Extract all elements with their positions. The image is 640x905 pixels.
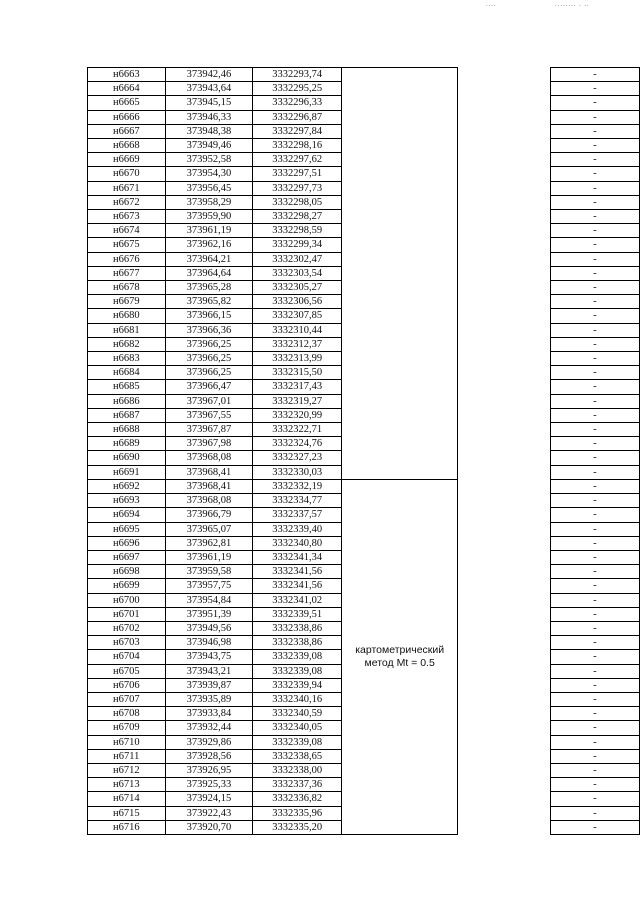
y-coordinate-cell: 3332305,27 [253,281,342,295]
blank-column [458,252,550,266]
x-coordinate-cell: 373964,21 [165,252,253,266]
y-coordinate-cell: 3332341,02 [253,593,342,607]
point-cell: н6669 [88,153,166,167]
x-coordinate-cell: 373954,30 [165,167,253,181]
y-coordinate-cell: 3332297,51 [253,167,342,181]
coordinates-table-body [88,68,640,835]
blank-column [458,323,550,337]
y-coordinate-cell: 3332330,03 [253,465,342,479]
accuracy-cell: - [550,508,639,522]
blank-column [458,636,550,650]
blank-column [458,650,550,664]
accuracy-cell: - [550,352,639,366]
y-coordinate-cell: 3332322,71 [253,423,342,437]
blank-column [458,238,550,252]
accuracy-cell: - [550,707,639,721]
blank-column [458,792,550,806]
y-coordinate-cell: 3332299,34 [253,238,342,252]
x-coordinate-cell: 373949,46 [165,139,253,153]
y-coordinate-cell: 3332335,20 [253,820,342,834]
y-coordinate-cell: 3332338,86 [253,636,342,650]
x-coordinate-cell: 373961,19 [165,550,253,564]
point-cell: н6693 [88,494,166,508]
accuracy-cell: - [550,494,639,508]
blank-column [458,210,550,224]
accuracy-cell: - [550,806,639,820]
accuracy-cell: - [550,238,639,252]
blank-column [458,266,550,280]
y-coordinate-cell: 3332340,59 [253,707,342,721]
x-coordinate-cell: 373935,89 [165,692,253,706]
accuracy-cell: - [550,678,639,692]
accuracy-cell: - [550,522,639,536]
point-cell: н6701 [88,607,166,621]
x-coordinate-cell: 373968,41 [165,465,253,479]
point-cell: н6702 [88,621,166,635]
x-coordinate-cell: 373967,87 [165,423,253,437]
y-coordinate-cell: 3332339,40 [253,522,342,536]
y-coordinate-cell: 3332319,27 [253,394,342,408]
blank-column [458,423,550,437]
point-cell: н6706 [88,678,166,692]
accuracy-cell: - [550,593,639,607]
point-cell: н6679 [88,295,166,309]
x-coordinate-cell: 373943,21 [165,664,253,678]
point-cell: н6692 [88,479,166,493]
blank-column [458,408,550,422]
accuracy-cell: - [550,153,639,167]
x-coordinate-cell: 373957,75 [165,579,253,593]
point-cell: н6713 [88,778,166,792]
accuracy-cell: - [550,778,639,792]
x-coordinate-cell: 373968,41 [165,479,253,493]
accuracy-cell: - [550,735,639,749]
x-coordinate-cell: 373958,29 [165,195,253,209]
blank-column [458,678,550,692]
x-coordinate-cell: 373943,75 [165,650,253,664]
accuracy-cell: - [550,692,639,706]
point-cell: н6716 [88,820,166,834]
blank-column [458,621,550,635]
x-coordinate-cell: 373966,79 [165,508,253,522]
y-coordinate-cell: 3332338,65 [253,749,342,763]
point-cell: н6705 [88,664,166,678]
x-coordinate-cell: 373948,38 [165,124,253,138]
blank-column [458,664,550,678]
blank-column [458,195,550,209]
blank-column [458,721,550,735]
x-coordinate-cell: 373933,84 [165,707,253,721]
y-coordinate-cell: 3332336,82 [253,792,342,806]
accuracy-cell: - [550,479,639,493]
y-coordinate-cell: 3332338,00 [253,763,342,777]
accuracy-cell: - [550,650,639,664]
y-coordinate-cell: 3332341,34 [253,550,342,564]
blank-column [458,565,550,579]
point-cell: н6708 [88,707,166,721]
x-coordinate-cell: 373939,87 [165,678,253,692]
y-coordinate-cell: 3332303,54 [253,266,342,280]
accuracy-cell: - [550,139,639,153]
accuracy-cell: - [550,210,639,224]
x-coordinate-cell: 373962,16 [165,238,253,252]
y-coordinate-cell: 3332337,57 [253,508,342,522]
x-coordinate-cell: 373961,19 [165,224,253,238]
accuracy-cell: - [550,408,639,422]
x-coordinate-cell: 373946,98 [165,636,253,650]
y-coordinate-cell: 3332293,74 [253,68,342,82]
accuracy-cell: - [550,96,639,110]
x-coordinate-cell: 373965,28 [165,281,253,295]
accuracy-cell: - [550,366,639,380]
accuracy-cell: - [550,68,639,82]
y-coordinate-cell: 3332341,56 [253,579,342,593]
blank-column [458,508,550,522]
blank-column [458,337,550,351]
y-coordinate-cell: 3332310,44 [253,323,342,337]
x-coordinate-cell: 373967,55 [165,408,253,422]
point-cell: н6688 [88,423,166,437]
x-coordinate-cell: 373942,46 [165,68,253,82]
blank-column [458,139,550,153]
x-coordinate-cell: 373959,58 [165,565,253,579]
point-cell: н6703 [88,636,166,650]
blank-column [458,96,550,110]
y-coordinate-cell: 3332339,94 [253,678,342,692]
y-coordinate-cell: 3332295,25 [253,82,342,96]
accuracy-cell: - [550,763,639,777]
accuracy-cell: - [550,337,639,351]
blank-column [458,295,550,309]
blank-column [458,763,550,777]
table-row [88,479,640,493]
point-cell: н6698 [88,565,166,579]
y-coordinate-cell: 3332312,37 [253,337,342,351]
accuracy-cell: - [550,565,639,579]
accuracy-cell: - [550,721,639,735]
y-coordinate-cell: 3332296,87 [253,110,342,124]
accuracy-cell: - [550,281,639,295]
accuracy-cell: - [550,607,639,621]
y-coordinate-cell: 3332339,51 [253,607,342,621]
x-coordinate-cell: 373956,45 [165,181,253,195]
accuracy-cell: - [550,465,639,479]
y-coordinate-cell: 3332298,05 [253,195,342,209]
blank-column [458,352,550,366]
blank-column [458,309,550,323]
x-coordinate-cell: 373964,64 [165,266,253,280]
y-coordinate-cell: 3332338,86 [253,621,342,635]
blank-column [458,380,550,394]
y-coordinate-cell: 3332297,62 [253,153,342,167]
x-coordinate-cell: 373966,47 [165,380,253,394]
point-cell: н6714 [88,792,166,806]
y-coordinate-cell: 3332306,56 [253,295,342,309]
accuracy-cell: - [550,451,639,465]
point-cell: н6677 [88,266,166,280]
point-cell: н6709 [88,721,166,735]
x-coordinate-cell: 373966,36 [165,323,253,337]
y-coordinate-cell: 3332297,84 [253,124,342,138]
blank-column [458,749,550,763]
x-coordinate-cell: 373928,56 [165,749,253,763]
y-coordinate-cell: 3332332,19 [253,479,342,493]
point-cell: н6670 [88,167,166,181]
point-cell: н6684 [88,366,166,380]
point-cell: н6680 [88,309,166,323]
blank-column [458,607,550,621]
accuracy-cell: - [550,579,639,593]
point-cell: н6672 [88,195,166,209]
y-coordinate-cell: 3332339,08 [253,735,342,749]
accuracy-cell: - [550,195,639,209]
point-cell: н6681 [88,323,166,337]
blank-column [458,281,550,295]
blank-column [458,806,550,820]
point-cell: н6666 [88,110,166,124]
accuracy-cell: - [550,309,639,323]
point-cell: н6710 [88,735,166,749]
point-cell: н6676 [88,252,166,266]
blank-column [458,224,550,238]
accuracy-cell: - [550,323,639,337]
accuracy-cell: - [550,550,639,564]
blank-column [458,82,550,96]
accuracy-cell: - [550,636,639,650]
y-coordinate-cell: 3332315,50 [253,366,342,380]
blank-column [458,522,550,536]
blank-column [458,366,550,380]
x-coordinate-cell: 373932,44 [165,721,253,735]
accuracy-cell: - [550,437,639,451]
table-row [88,68,640,82]
blank-column [458,494,550,508]
point-cell: н6711 [88,749,166,763]
y-coordinate-cell: 3332324,76 [253,437,342,451]
x-coordinate-cell: 373949,56 [165,621,253,635]
blank-column [458,735,550,749]
accuracy-cell: - [550,820,639,834]
coordinates-table [87,67,640,835]
blank-column [458,124,550,138]
point-cell: н6673 [88,210,166,224]
y-coordinate-cell: 3332320,99 [253,408,342,422]
y-coordinate-cell: 3332341,56 [253,565,342,579]
point-cell: н6715 [88,806,166,820]
blank-column [458,479,550,493]
y-coordinate-cell: 3332337,36 [253,778,342,792]
point-cell: н6678 [88,281,166,295]
y-coordinate-cell: 3332327,23 [253,451,342,465]
point-cell: н6682 [88,337,166,351]
point-cell: н6712 [88,763,166,777]
x-coordinate-cell: 373922,43 [165,806,253,820]
point-cell: н6695 [88,522,166,536]
y-coordinate-cell: 3332340,80 [253,536,342,550]
accuracy-cell: - [550,423,639,437]
x-coordinate-cell: 373959,90 [165,210,253,224]
point-cell: н6696 [88,536,166,550]
y-coordinate-cell: 3332339,08 [253,664,342,678]
method-cell: картометрический метод Mt = 0.5 [342,479,458,834]
point-cell: н6690 [88,451,166,465]
blank-column [458,451,550,465]
point-cell: н6664 [88,82,166,96]
accuracy-cell: - [550,252,639,266]
y-coordinate-cell: 3332335,96 [253,806,342,820]
x-coordinate-cell: 373951,39 [165,607,253,621]
accuracy-cell: - [550,266,639,280]
y-coordinate-cell: 3332313,99 [253,352,342,366]
x-coordinate-cell: 373929,86 [165,735,253,749]
accuracy-cell: - [550,749,639,763]
blank-column [458,692,550,706]
accuracy-cell: - [550,536,639,550]
accuracy-cell: - [550,380,639,394]
blank-column [458,437,550,451]
point-cell: н6671 [88,181,166,195]
point-cell: н6674 [88,224,166,238]
x-coordinate-cell: 373967,01 [165,394,253,408]
point-cell: н6699 [88,579,166,593]
y-coordinate-cell: 3332307,85 [253,309,342,323]
blank-column [458,394,550,408]
point-cell: н6697 [88,550,166,564]
blank-column [458,579,550,593]
x-coordinate-cell: 373952,58 [165,153,253,167]
blank-column [458,153,550,167]
y-coordinate-cell: 3332296,33 [253,96,342,110]
x-coordinate-cell: 373966,25 [165,337,253,351]
x-coordinate-cell: 373924,15 [165,792,253,806]
y-coordinate-cell: 3332334,77 [253,494,342,508]
y-coordinate-cell: 3332339,08 [253,650,342,664]
blank-column [458,778,550,792]
x-coordinate-cell: 373966,25 [165,366,253,380]
x-coordinate-cell: 373962,81 [165,536,253,550]
point-cell: н6694 [88,508,166,522]
point-cell: н6704 [88,650,166,664]
accuracy-cell: - [550,295,639,309]
x-coordinate-cell: 373965,07 [165,522,253,536]
y-coordinate-cell: 3332298,27 [253,210,342,224]
y-coordinate-cell: 3332340,16 [253,692,342,706]
scan-mark-right: ........ . .. [555,2,590,8]
accuracy-cell: - [550,792,639,806]
method-cell-empty [342,68,458,480]
x-coordinate-cell: 373925,33 [165,778,253,792]
point-cell: н6700 [88,593,166,607]
accuracy-cell: - [550,621,639,635]
accuracy-cell: - [550,224,639,238]
x-coordinate-cell: 373965,82 [165,295,253,309]
blank-column [458,536,550,550]
point-cell: н6689 [88,437,166,451]
blank-column [458,820,550,834]
point-cell: н6686 [88,394,166,408]
point-cell: н6663 [88,68,166,82]
point-cell: н6687 [88,408,166,422]
scan-mark-left: .... [486,2,497,8]
blank-column [458,593,550,607]
x-coordinate-cell: 373954,84 [165,593,253,607]
point-cell: н6667 [88,124,166,138]
point-cell: н6675 [88,238,166,252]
blank-column [458,550,550,564]
accuracy-cell: - [550,110,639,124]
accuracy-cell: - [550,167,639,181]
y-coordinate-cell: 3332297,73 [253,181,342,195]
point-cell: н6668 [88,139,166,153]
blank-column [458,465,550,479]
y-coordinate-cell: 3332298,59 [253,224,342,238]
x-coordinate-cell: 373967,98 [165,437,253,451]
x-coordinate-cell: 373966,15 [165,309,253,323]
point-cell: н6665 [88,96,166,110]
x-coordinate-cell: 373968,08 [165,494,253,508]
y-coordinate-cell: 3332317,43 [253,380,342,394]
blank-column [458,68,550,82]
point-cell: н6691 [88,465,166,479]
y-coordinate-cell: 3332298,16 [253,139,342,153]
blank-column [458,110,550,124]
accuracy-cell: - [550,394,639,408]
accuracy-cell: - [550,664,639,678]
x-coordinate-cell: 373946,33 [165,110,253,124]
point-cell: н6683 [88,352,166,366]
x-coordinate-cell: 373968,08 [165,451,253,465]
point-cell: н6685 [88,380,166,394]
x-coordinate-cell: 373966,25 [165,352,253,366]
y-coordinate-cell: 3332340,05 [253,721,342,735]
accuracy-cell: - [550,124,639,138]
y-coordinate-cell: 3332302,47 [253,252,342,266]
x-coordinate-cell: 373945,15 [165,96,253,110]
x-coordinate-cell: 373943,64 [165,82,253,96]
blank-column [458,707,550,721]
accuracy-cell: - [550,181,639,195]
point-cell: н6707 [88,692,166,706]
accuracy-cell: - [550,82,639,96]
x-coordinate-cell: 373920,70 [165,820,253,834]
blank-column [458,181,550,195]
blank-column [458,167,550,181]
x-coordinate-cell: 373926,95 [165,763,253,777]
